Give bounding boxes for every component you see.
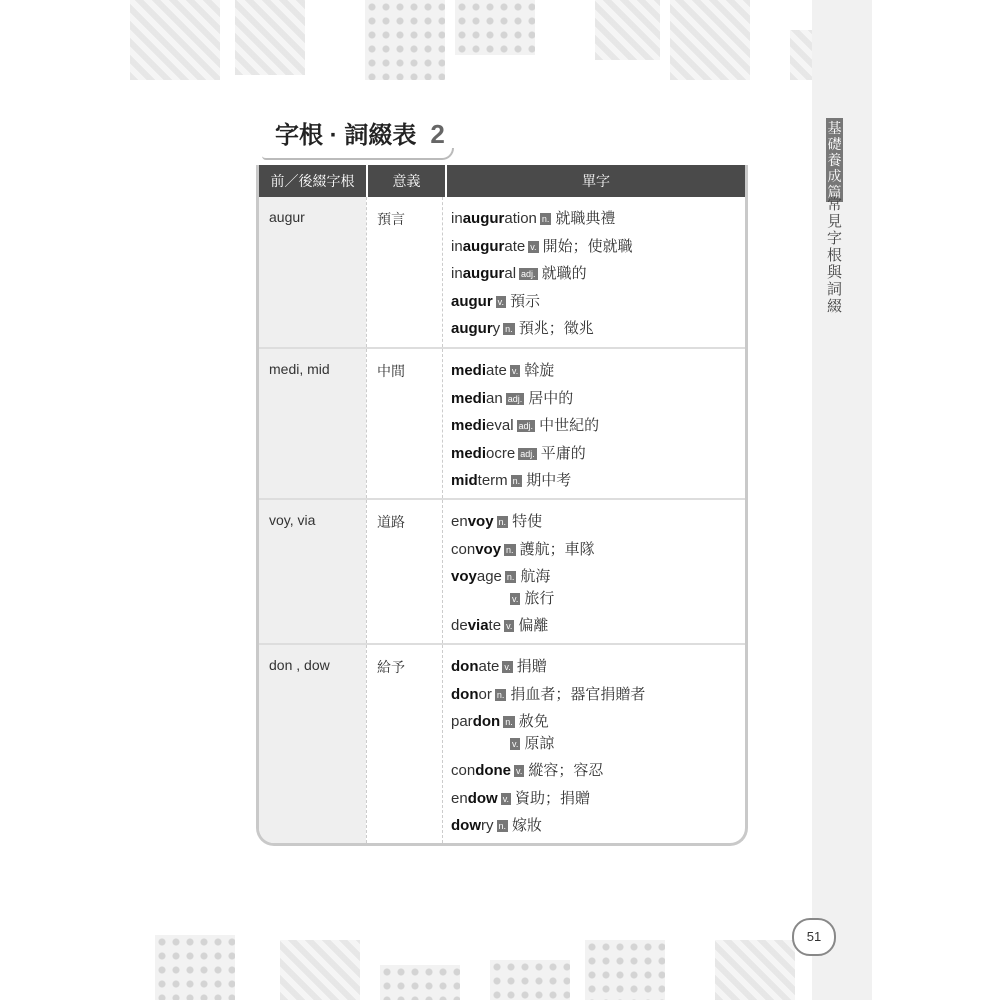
root-cell: augur: [259, 197, 366, 347]
pos-tag: n.: [541, 214, 550, 224]
decorative-tape: [365, 0, 445, 80]
word-entry: midterm n. 期中考: [451, 472, 572, 489]
meaning-cell: 給予: [366, 645, 443, 843]
pos-tag: n.: [505, 324, 513, 334]
decorative-tape: [715, 940, 795, 1000]
definition: 開始；使就職: [542, 237, 633, 255]
word-entry: mediate v. 斡旋: [451, 362, 555, 379]
table-row: [259, 500, 745, 645]
meaning-cell: 預言: [366, 197, 443, 347]
section-tag: 基礎養成篇: [827, 120, 842, 200]
words-cell: [443, 645, 745, 843]
header-words: 單字: [582, 173, 610, 189]
pos-tag: v.: [530, 241, 537, 252]
word-entry: convoy n. 護航；車隊: [451, 540, 595, 558]
pos-tag: n.: [496, 689, 505, 700]
word-entry: donor n. 捐血者；器官捐贈者: [451, 685, 646, 703]
meaning-cell: 道路: [366, 500, 443, 643]
word-entry: inaugurate v. 開始；使就職: [451, 237, 633, 255]
definition: 護航；車隊: [519, 540, 595, 558]
decorative-tape: [595, 0, 660, 60]
pos-tag: v.: [504, 662, 511, 672]
header-meaning: 意義: [368, 165, 447, 197]
definition: 特使: [512, 513, 543, 530]
word-entry: inauguration n. 就職典禮: [451, 210, 616, 227]
definition: 赦免: [518, 713, 549, 730]
pos-tag: v.: [502, 793, 510, 804]
definition: 捐贈: [516, 658, 547, 675]
page-number: 51: [792, 918, 836, 956]
table-row: [259, 197, 745, 349]
word-entry: condone v. 縱容；容忍: [451, 762, 604, 779]
definition: 預兆；徵兆: [518, 320, 594, 337]
decorative-tape: [670, 0, 750, 80]
definition: 就職典禮: [555, 210, 616, 227]
table-header: [259, 165, 745, 197]
definition: 就職的: [541, 265, 587, 282]
meaning-cell: 中間: [366, 349, 443, 498]
decorative-tape: [380, 965, 460, 1000]
pos-tag: v.: [512, 738, 519, 749]
pos-tag: v.: [506, 621, 513, 631]
word-entry: voyage n. 航海: [451, 568, 551, 585]
word-entry: endow v. 資助；捐贈: [451, 789, 591, 807]
definition: 平庸的: [540, 444, 586, 462]
root-cell: medi, mid: [259, 349, 366, 498]
definition: 偏離: [518, 617, 549, 634]
definition: 原諒: [524, 734, 555, 752]
word-entry: deviate v. 偏離: [451, 617, 549, 634]
pos-tag: v.: [512, 593, 519, 604]
decorative-tape: [155, 935, 235, 1000]
definition: 資助；捐贈: [515, 789, 591, 807]
definition: 捐血者；器官捐贈者: [510, 685, 646, 703]
pos-tag: v.: [511, 366, 519, 376]
table-row: [259, 645, 745, 843]
root-cell: don , dow: [259, 645, 366, 843]
word-entry: envoy n. 特使: [451, 513, 543, 530]
decorative-tape: [585, 940, 665, 1000]
pos-tag: adj.: [521, 269, 536, 279]
decorative-tape: [490, 960, 570, 1000]
definition: 期中考: [526, 472, 572, 489]
words-cell: [443, 349, 745, 498]
word-entry: augur v. 預示: [451, 292, 541, 310]
pos-tag: v.: [516, 766, 523, 776]
word-entry: augury n. 預兆；徵兆: [451, 320, 594, 337]
definition: 縱容；容忍: [528, 762, 604, 779]
definition: 中世紀的: [539, 417, 600, 434]
pos-tag: n.: [505, 717, 513, 727]
definition: 居中的: [528, 389, 574, 407]
definition: 航海: [520, 568, 551, 585]
decorative-tape: [280, 940, 360, 1000]
word-entry: donate v. 捐贈: [451, 658, 547, 675]
title-number: 2: [430, 119, 445, 149]
word-entry: median adj. 居中的: [451, 389, 574, 407]
word-entry: medieval adj. 中世紀的: [451, 417, 600, 434]
root-cell: voy, via: [259, 500, 366, 643]
definition: 預示: [510, 292, 541, 310]
decorative-tape: [455, 0, 535, 55]
pos-tag: n.: [512, 476, 521, 486]
pos-tag: n.: [506, 572, 515, 582]
definition: 斡旋: [524, 362, 555, 379]
root-table: [256, 165, 748, 846]
definition: 旅行: [524, 589, 555, 607]
words-cell: [443, 197, 745, 347]
decorative-tape: [235, 0, 305, 75]
decorative-tape: [790, 30, 812, 80]
pos-tag: adj.: [520, 448, 535, 459]
word-entry: dowry n. 嫁妝: [451, 817, 543, 834]
page-title: 字根 · 詞綴表 2: [275, 119, 445, 149]
word-entry: mediocre adj. 平庸的: [451, 444, 586, 462]
word-entry: inaugural adj. 就職的: [451, 265, 587, 282]
table-row: [259, 349, 745, 500]
decorative-tape: [130, 0, 220, 80]
pos-tag: n.: [498, 821, 507, 831]
words-cell: [443, 500, 745, 643]
definition: 嫁妝: [512, 817, 543, 834]
pos-tag: adj.: [518, 421, 534, 431]
pos-tag: v.: [497, 296, 505, 307]
chapter-title: 常見字根與詞綴: [826, 196, 842, 315]
pos-tag: n.: [506, 544, 514, 555]
word-entry: pardon n. 赦免: [451, 713, 549, 730]
header-root: 前／後綴字根: [259, 165, 368, 197]
pos-tag: adj.: [507, 393, 523, 404]
pos-tag: n.: [498, 517, 507, 527]
